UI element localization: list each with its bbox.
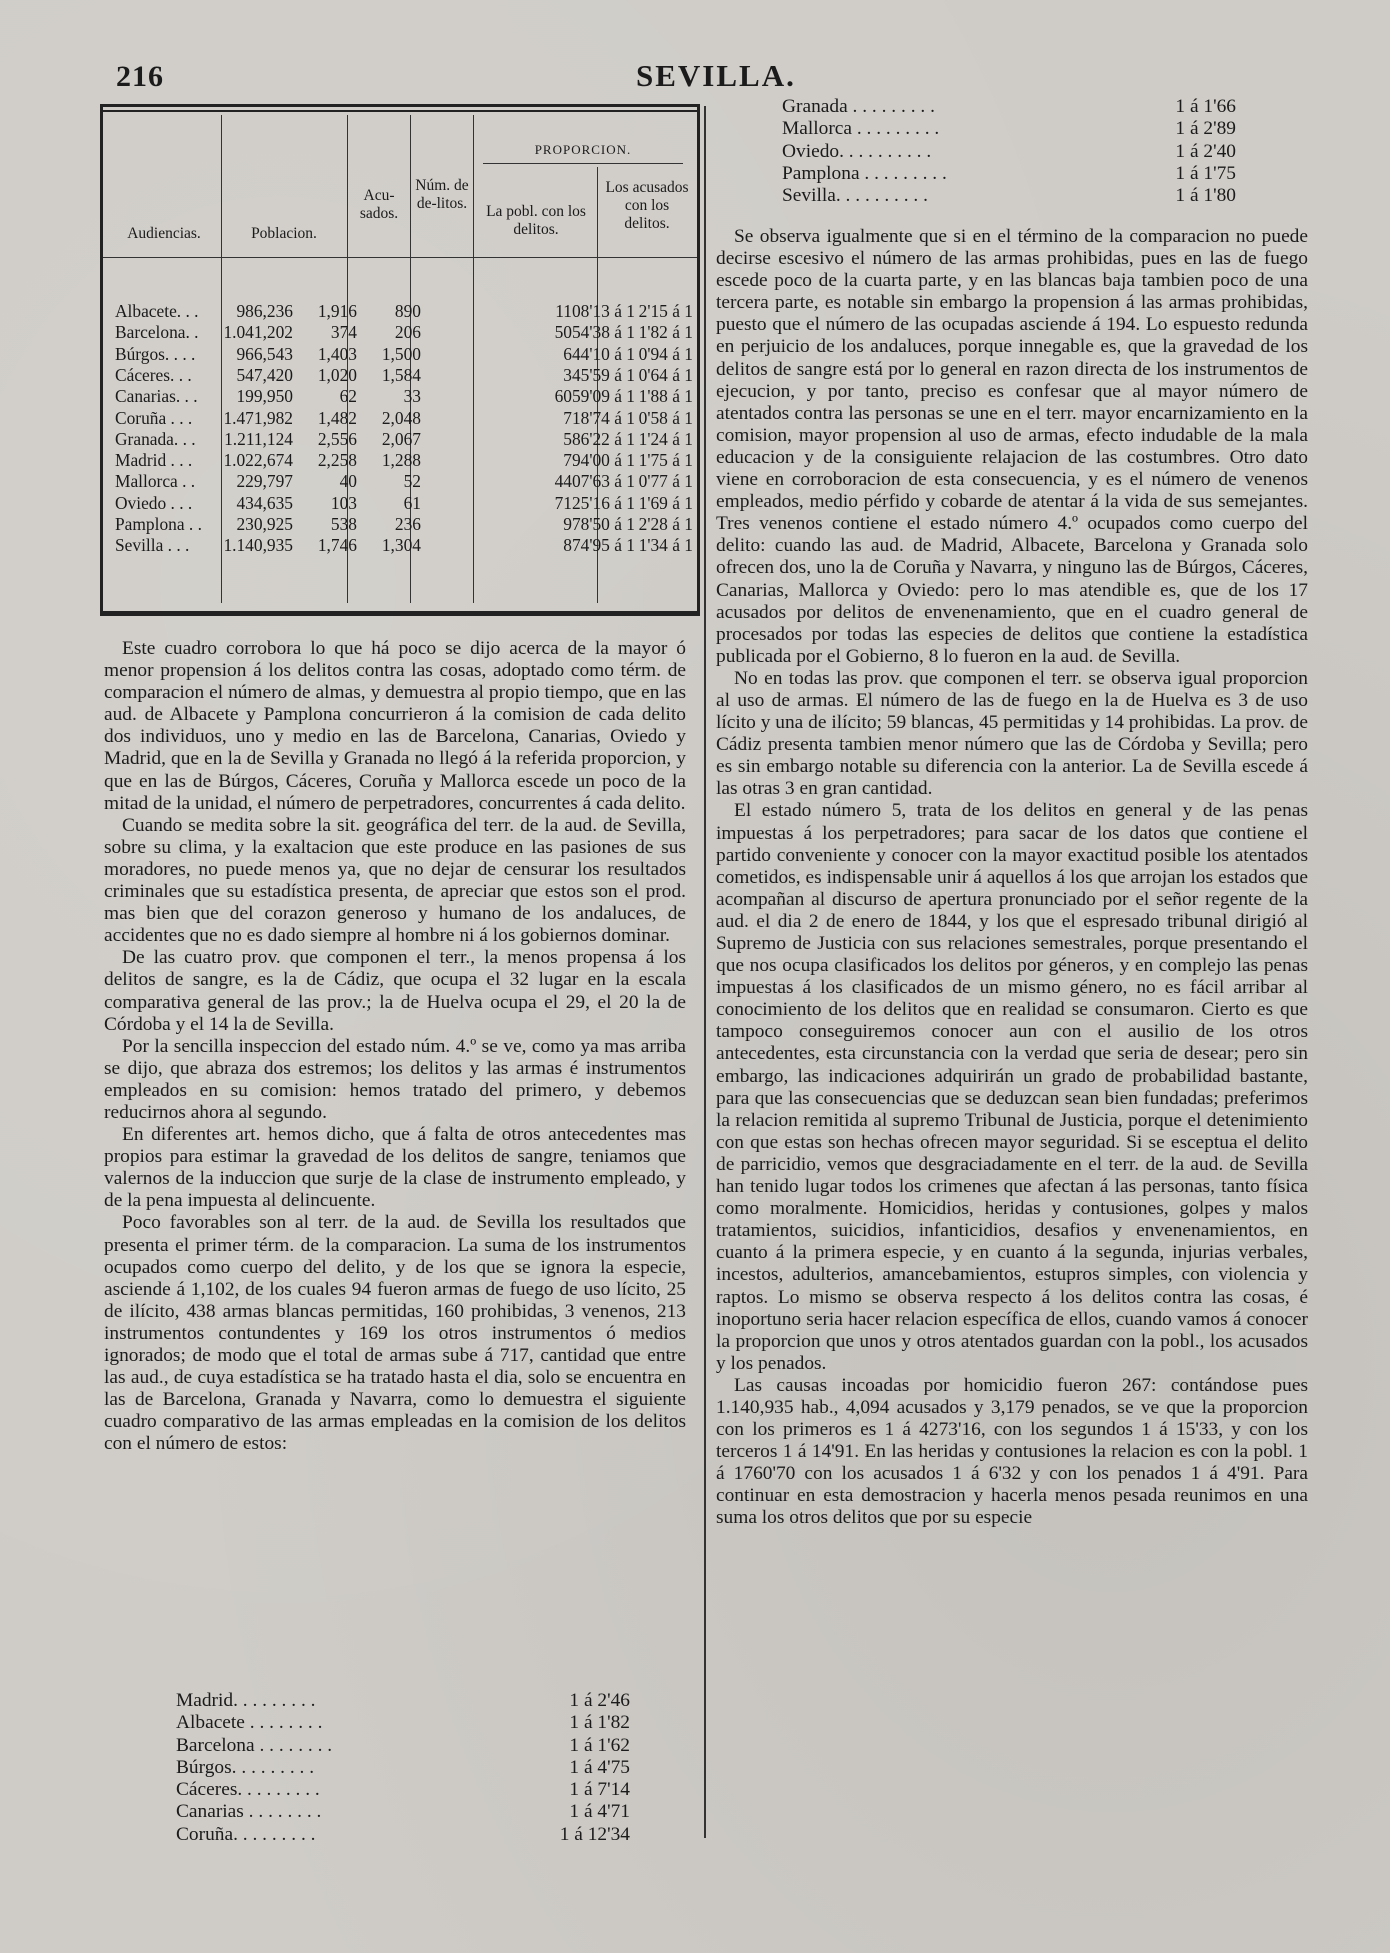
delitos-cell: 1,584 <box>381 364 421 385</box>
header-num-delitos: Núm. de de-litos. <box>415 177 469 212</box>
table-row <box>109 386 697 407</box>
list-item <box>176 1824 630 1846</box>
list-item <box>782 185 1236 207</box>
audiencia-cell: Cáceres. . . <box>115 364 192 385</box>
column-divider <box>704 106 706 1838</box>
table-row <box>109 408 697 429</box>
list-item-value: 1 á 4'75 <box>569 1756 630 1778</box>
audiencia-cell: Barcelona. . <box>115 322 199 343</box>
header-audiencias: Audiencias. <box>127 225 201 242</box>
list-item <box>176 1757 630 1779</box>
table-row <box>109 535 697 556</box>
poblacion-cell: 229,797 <box>236 471 293 492</box>
acusados-cell: 1,482 <box>317 407 357 428</box>
pobl-delitos-cell: 6059'09 á 1 <box>554 386 635 407</box>
acusados-delitos-cell: 0'77 á 1 <box>638 471 693 492</box>
audiencia-cell: Coruña . . . <box>115 407 193 428</box>
left-column-text <box>104 638 686 1455</box>
poblacion-cell: 1.041,202 <box>223 322 293 343</box>
statistics-table <box>100 104 700 616</box>
delitos-cell: 1,500 <box>381 343 421 364</box>
list-item-name: Pamplona . . . . . . . . . <box>782 162 947 184</box>
pobl-delitos-cell: 794'00 á 1 <box>563 450 635 471</box>
acusados-delitos-cell: 1'82 á 1 <box>638 322 693 343</box>
paragraph: Las causas incoadas por homicidio fueron 267: contándose pues 1.140,935 hab., 4,094 acusados y 3,179 penados, se ve que la proporcion con los primeros es 1 á 4273'16, con los segundos 1 á 15'33, y con los terceros 1 á 14'91. En las heridas y contusiones la relacion es con la pobl. 1 á 1760'70 con los acusados 1 á 6'32 y con los penados 1 á 4'91. Para continuar en esta demostracion y hacerla menos pesada reunimos en una suma los otros delitos que por su especie <box>716 1374 1308 1529</box>
list-item-value: 1 á 7'14 <box>569 1779 630 1801</box>
poblacion-cell: 966,543 <box>236 343 293 364</box>
pobl-delitos-cell: 345'59 á 1 <box>563 364 635 385</box>
list-item <box>176 1779 630 1801</box>
pobl-delitos-cell: 586'22 á 1 <box>563 428 635 449</box>
list-item-name: Sevilla. . . . . . . . . . <box>782 185 928 207</box>
list-item-name: Albacete . . . . . . . . <box>176 1712 323 1734</box>
list-item <box>782 118 1236 140</box>
list-item <box>782 141 1236 163</box>
acusados-delitos-cell: 1'24 á 1 <box>638 428 693 449</box>
list-item-value: 1 á 1'75 <box>1175 162 1236 184</box>
list-item <box>782 96 1236 118</box>
list-item-value: 1 á 1'82 <box>569 1712 630 1734</box>
paragraph: Este cuadro corrobora lo que há poco se dijo acerca de la mayor ó menor propension á los delitos contra las cosas, adoptado como térm. de comparacion el número de almas, y demuestra al propio tiempo, que en las aud. de Albacete y Pamplona concurrieron á la comision de cada delito dos individuos, uno y medio en las de Barcelona, Canarias, Oviedo y Madrid, que en la de Sevilla y Granada no llegó á la referida proporcion, y que en las de Búrgos, Cáceres, Coruña y Mallorca escede un poco de la mitad de la unidad, el número de perpetradores, concurrentes á cada delito. <box>104 638 686 814</box>
list-item <box>782 163 1236 185</box>
table-header-rule <box>103 257 697 258</box>
acusados-cell: 2,556 <box>317 428 357 449</box>
audiencia-cell: Mallorca . . <box>115 471 196 492</box>
acusados-cell: 538 <box>330 514 357 534</box>
poblacion-cell: 1.211,124 <box>224 428 293 449</box>
paragraph: En diferentes art. hemos dicho, que á falta de otros antecedentes mas propios para estimar la gravedad de los delitos de sangre, teniamos que valernos de la induccion que surje de la clase de instrumento empleado, y de la pena impuesta al delincuente. <box>104 1124 686 1212</box>
audiencia-cell: Granada. . . <box>115 428 196 449</box>
header-pobl-delitos: La pobl. con los delitos. <box>486 203 586 238</box>
poblacion-cell: 199,950 <box>236 386 293 407</box>
acusados-cell: 1,746 <box>317 535 357 556</box>
delitos-cell: 2,067 <box>381 428 421 449</box>
audiencia-cell: Búrgos. . . . <box>115 343 196 364</box>
paragraph: Se observa igualmente que si en el término de la comparacion no puede decirse escesivo el número de las armas prohibidas, pues en las de fuego escede poco de la cuarta parte, y en las blancas baja tambien poco de una tercera parte, es notable sin embargo la propension á las armas prohibidas, puesto que el número de las ocupadas asciende á 194. Lo espuesto redunda en perjuicio de los andaluces, porque innegable es, que la gravedad de los delitos de sangre está por lo general en razon directa de los instrumentos de ejecucion, y por tanto, preciso es confesar que al mayor número de atentados contra las personas se une en el terr. mayor encarnizamiento en la comision, mayor propension al uso de armas, efecto indudable de la mala educacion y de la consiguiente relajacion de las costumbres. Otro dato viene en corroboracion de esta consecuencia, y es el número de venenos empleados, medio pérfido y cobarde de atentar á la vida de sus semejantes. Tres venenos contiene el estado número 4.º ocupados como cuerpo del delito: cuando las aud. de Madrid, Albacete, Barcelona y Granada solo ofrecen dos, uno la de Coruña y Navarra, y ninguno las de Búrgos, Cáceres, Canarias, Mallorca y Oviedo: pero lo mas atendible es, que de los 17 acusados por delitos de envenenamiento, que en el cuadro general de procesados por todas las especies de delitos que contiene la estadística publicada por el Gobierno, 8 lo fueron en la aud. de Sevilla. <box>716 226 1308 667</box>
list-item <box>176 1801 630 1823</box>
list-item <box>176 1712 630 1734</box>
header-acusados-delitos: Los acusados con los delitos. <box>605 179 689 232</box>
list-item-name: Madrid. . . . . . . . . <box>176 1690 316 1711</box>
poblacion-cell: 230,925 <box>236 514 293 534</box>
acusados-cell: 103 <box>330 492 357 513</box>
list-item-value: 1 á 2'46 <box>569 1690 630 1711</box>
list-item-value: 1 á 12'34 <box>559 1823 630 1845</box>
audiencia-cell: Canarias. . . <box>115 386 198 407</box>
page-number: 216 <box>116 60 164 93</box>
paragraph: Poco favorables son al terr. de la aud. de Sevilla los resultados que presenta el primer térm. de la comparacion. La suma de los instrumentos ocupados como cuerpo del delito, y de los que se ignora la especie, asciende á 1,102, de los cuales 94 fueron armas de fuego de uso lícito, 25 de ilícito, 438 armas blancas permitidas, 160 prohibidas, 3 venenos, 213 instrumentos contundentes y 169 los otros instrumentos ó medios ignorados; de modo que el total de armas sube á 717, cantidad que entre las aud., de cuya estadística se ha tratado hasta el dia, solo se encuentra en las de Barcelona, Granada y Navarra, como lo demuestra el siguiente cuadro comparativo de las armas empleadas en la comision de los delitos con el número de estos: <box>104 1212 686 1455</box>
pobl-delitos-cell: 7125'16 á 1 <box>554 492 635 513</box>
table-row <box>109 493 697 514</box>
list-item-value: 1 á 1'66 <box>1175 96 1236 117</box>
list-item-name: Búrgos. . . . . . . . . <box>176 1756 315 1778</box>
table-row <box>109 471 697 492</box>
acusados-cell: 2,258 <box>317 450 357 471</box>
table-row <box>109 365 697 386</box>
paragraph: No en todas las prov. que componen el terr. se observa igual proporcion al uso de armas. El número de las de fuego en la de Huelva es 3 de uso lícito y una de ilícito; 59 blancas, 45 permitidas y 14 prohibidas. La prov. de Cádiz presenta tambien menor número que las de Córdoba y Sevilla; pero es sin embargo notable su diferencia con la anterior. La de Sevilla escede á las otras 3 en gran cantidad. <box>716 667 1308 800</box>
list-item-name: Oviedo. . . . . . . . . . <box>782 140 932 162</box>
list-item-value: 1 á 2'89 <box>1175 118 1236 140</box>
paragraph: De las cuatro prov. que componen el terr., la menos propensa á los delitos de sangre, es la de Cádiz, que ocupa el 32 lugar en la escala comparativa general de las prov.; la de Huelva ocupa el 29, el 20 la de Córdoba y el 14 la de Sevilla. <box>104 947 686 1035</box>
poblacion-cell: 434,635 <box>236 492 293 513</box>
table-row <box>109 450 697 471</box>
delitos-cell: 2,048 <box>381 407 421 428</box>
audiencia-cell: Oviedo . . . <box>115 492 193 513</box>
pobl-delitos-cell: 874'95 á 1 <box>563 535 635 556</box>
poblacion-cell: 986,236 <box>236 301 293 321</box>
delitos-cell: 1,304 <box>381 535 421 556</box>
delitos-cell: 890 <box>394 301 421 321</box>
acusados-cell: 374 <box>330 322 357 343</box>
table-row <box>109 322 697 343</box>
delitos-cell: 236 <box>394 514 421 534</box>
list-item-value: 1 á 1'80 <box>1175 185 1236 207</box>
audiencia-cell: Madrid . . . <box>115 450 193 471</box>
acusados-cell: 62 <box>339 386 357 407</box>
acusados-delitos-cell: 1'75 á 1 <box>638 450 693 471</box>
list-item-name: Granada . . . . . . . . . <box>782 96 935 117</box>
acusados-cell: 40 <box>339 471 357 492</box>
table-row <box>109 514 697 535</box>
acusados-delitos-cell: 1'34 á 1 <box>638 535 693 556</box>
audiencia-cell: Sevilla . . . <box>115 535 190 556</box>
acusados-delitos-cell: 0'94 á 1 <box>638 343 693 364</box>
poblacion-cell: 1.471,982 <box>223 407 293 428</box>
acusados-delitos-cell: 2'15 á 1 <box>638 301 693 321</box>
list-item-name: Canarias . . . . . . . . <box>176 1801 322 1823</box>
weapons-ratio-list-1 <box>176 1690 630 1846</box>
list-item-value: 1 á 1'62 <box>569 1734 630 1756</box>
paragraph: Cuando se medita sobre la sit. geográfica del terr. de la aud. de Sevilla, sobre su clima, y la exaltacion que este produce en las pasiones de sus moradores, no puede menos ya, que no dejar de censurar los resultados criminales que su estadística presenta, de apreciar que estos son el prod. mas bien que del corazon generoso y humano de los andaluces, de accidentes que no es dado siempre al hombre ni á los gobiernos dominar. <box>104 814 686 947</box>
header-proporcion: PROPORCION. <box>534 142 632 157</box>
delitos-cell: 61 <box>403 492 421 513</box>
pobl-delitos-cell: 978'50 á 1 <box>563 514 635 534</box>
list-item <box>176 1690 630 1712</box>
delitos-cell: 33 <box>403 386 421 407</box>
audiencia-cell: Albacete. . . <box>115 301 199 321</box>
pobl-delitos-cell: 4407'63 á 1 <box>554 471 635 492</box>
delitos-cell: 1,288 <box>381 450 421 471</box>
acusados-delitos-cell: 2'28 á 1 <box>638 514 693 534</box>
acusados-delitos-cell: 1'69 á 1 <box>638 492 693 513</box>
acusados-delitos-cell: 0'58 á 1 <box>638 407 693 428</box>
acusados-cell: 1,403 <box>317 343 357 364</box>
poblacion-cell: 1.022,674 <box>223 450 293 471</box>
table-row <box>109 344 697 365</box>
table-header-rule <box>483 163 683 164</box>
audiencia-cell: Pamplona . . <box>115 514 202 534</box>
acusados-cell: 1,020 <box>317 364 357 385</box>
acusados-cell: 1,916 <box>317 301 357 321</box>
paragraph: El estado número 5, trata de los delitos en general y de las penas impuestas á los perpetradores; para sacar de los datos que contiene el partido conveniente y conocer con la mayor exactitud posible los atentados cometidos, es indispensable unir á aquellos á los que arrojan los estados que acompañan al discurso de apertura pronunciado por el señor regente de la aud. el dia 2 de enero de 1844, y los que el espresado tribunal dirigió al Supremo de Justicia con sus relaciones semestrales, porque presentando el que nos ocupa clasificados los delitos por géneros, y en complejo las penas impuestas á los clasificados de un mismo género, no es fácil arribar al conocimiento de los delitos que en realidad se consumaron. Cierto es que tampoco conseguiremos conocer aun con el ausilio de los otros antecedentes, esta circunstancia con la verdad que seria de desear; pero sin embargo, las indicaciones adquirirán un grado de probabilidad bastante, para que las consecuencias que se deduzcan sean bien fundadas; preferimos la relacion remitida al supremo Tribunal de Justicia, porque el detenimiento con que estas son hechas ofrecen mayor seguridad. Si se esceptua el delito de parricidio, vemos que desgraciadamente en el terr. de la aud. de Sevilla han tenido lugar todos los crimenes que afectan á las personas, tanto física como moralmente. Homicidios, heridas y contusiones, golpes y malos tratamientos, suicidios, infanticidios, desafios y envenenamientos, en cuanto á la primera especie, y en cuanto á la segunda, injurias verbales, incestos, adulterios, amancebamientos, estupros simples, con violencia y raptos. Lo mismo se observa respecto á los delitos contra las cosas, é inoportuno seria hacer relacion específica de ellos, cuando vamos á conocer la proporcion que unos y otros atentados guardan con la pobl., los acusados y los penados. <box>716 800 1308 1374</box>
list-item-name: Coruña. . . . . . . . . <box>176 1823 316 1845</box>
paragraph: Por la sencilla inspeccion del estado núm. 4.º se ve, como ya mas arriba se dijo, que abraza dos estremos; los delitos y las armas é instrumentos empleados en su comision: hemos tratado del primero, y debemos reducirnos ahora al segundo. <box>104 1035 686 1123</box>
acusados-delitos-cell: 1'88 á 1 <box>638 386 693 407</box>
table-row <box>109 301 697 322</box>
pobl-delitos-cell: 718'74 á 1 <box>563 407 635 428</box>
header-acusados: Acu-sados. <box>359 187 399 222</box>
list-item-name: Cáceres. . . . . . . . . <box>176 1779 320 1801</box>
header-poblacion: Poblacion. <box>251 225 317 242</box>
table-row <box>109 429 697 450</box>
poblacion-cell: 1.140,935 <box>223 535 293 556</box>
weapons-ratio-list-2 <box>782 96 1236 207</box>
list-item-name: Mallorca . . . . . . . . . <box>782 118 940 140</box>
list-item <box>176 1735 630 1757</box>
list-item-value: 1 á 4'71 <box>569 1801 630 1823</box>
right-column-text <box>716 226 1308 1530</box>
delitos-cell: 52 <box>403 471 421 492</box>
list-item-value: 1 á 2'40 <box>1175 140 1236 162</box>
pobl-delitos-cell: 644'10 á 1 <box>563 343 635 364</box>
acusados-delitos-cell: 0'64 á 1 <box>638 364 693 385</box>
pobl-delitos-cell: 5054'38 á 1 <box>554 322 635 343</box>
poblacion-cell: 547,420 <box>236 364 293 385</box>
delitos-cell: 206 <box>394 322 421 343</box>
pobl-delitos-cell: 1108'13 á 1 <box>555 301 635 321</box>
page-title: SEVILLA. <box>636 58 796 93</box>
list-item-name: Barcelona . . . . . . . . <box>176 1734 333 1756</box>
